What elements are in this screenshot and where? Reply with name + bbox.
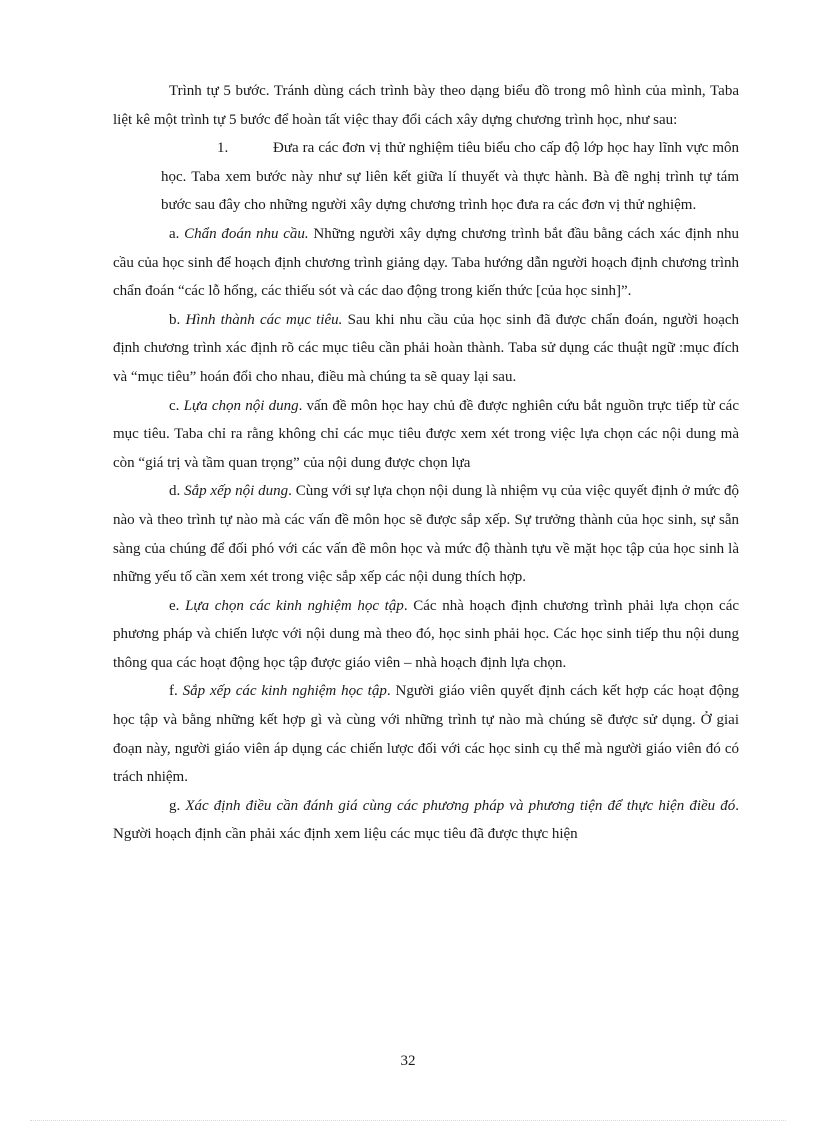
- item-g-text: . Người hoạch định cần phải xác định xem liệu các mục tiêu đã được thực hiện: [113, 797, 740, 843]
- step-1-text: Đưa ra các đơn vị thử nghiệm tiêu biểu cho cấp độ lớp học hay lĩnh vực môn học. Taba xem bước này như sự liên kết giữa lí thuyết và thực hành. Bà đề nghị trình tự tám bước sau đây cho những người xây dựng chương trình học đưa ra các đơn vị thử nghiệm.: [161, 140, 739, 214]
- item-d-text: . Cùng với sự lựa chọn nội dung là nhiệm vụ của việc quyết định ở mức độ nào và theo trình tự nào mà các vấn đề môn học sẽ được sắp xếp. Sự trưởng thành của học sinh, sự sẵn sàng của chúng để đối phó với các vấn đề môn học và mức độ thành tựu về mặt học tập của học sinh là những yếu tố cần xem xét trong việc sắp xếp các nội dung thích hợp.: [113, 483, 740, 586]
- step-1-number: 1.: [217, 140, 229, 157]
- item-f-text: . Người giáo viên quyết định cách kết hợp các hoạt động học tập và bằng những kết hợp gì và cùng với những trình tự nào mà chúng sẽ được sử dụng. Ở giai đoạn này, người giáo viên áp dụng các chiến lược đối với các học sinh cụ thể mà người giáo viên đó có trách nhiệm.: [113, 683, 740, 786]
- document-body: [113, 77, 739, 849]
- item-a-heading: Chẩn đoán nhu cầu.: [184, 225, 309, 242]
- item-c-paragraph: [113, 392, 739, 478]
- item-d-label: d.: [169, 483, 181, 500]
- item-c-label: c.: [169, 397, 180, 414]
- item-g-paragraph: [113, 792, 739, 849]
- item-b-paragraph: [113, 306, 739, 392]
- item-b-label: b.: [169, 311, 181, 328]
- item-a-text: Những người xây dựng chương trình bắt đầu bằng cách xác định nhu cầu của học sinh để hoạch định chương trình giảng dạy. Taba hướng dẫn người hoạch định chương trình chẩn đoán “các lỗ hổng, các thiếu sót và các dao động trong kiến thức [của học sinh]”.: [113, 225, 740, 300]
- item-e-text: . Các nhà hoạch định chương trình phải lựa chọn các phương pháp và chiến lược với nội dung mà theo đó, học sinh phải học. Các học sinh tiếp thu nội dung thông qua các hoạt động học tập được giáo viên – nhà hoạch định lựa chọn.: [113, 597, 740, 671]
- item-d-heading: Sắp xếp nội dung: [184, 483, 289, 500]
- item-c-text: . vấn đề môn học hay chủ đề được nghiên cứu bắt nguồn trực tiếp từ các mục tiêu. Taba chỉ ra rằng không chỉ các mục tiêu được xem xét trong việc lựa chọn các nội dung mà còn “giá trị và tầm quan trọng” của nội dung được chọn lựa: [113, 397, 739, 471]
- item-f-label: f.: [169, 683, 178, 700]
- item-d-paragraph: [113, 477, 739, 591]
- item-a-paragraph: [113, 220, 739, 306]
- item-g-label: g.: [169, 797, 181, 814]
- item-a-label: a.: [169, 225, 180, 242]
- item-f-paragraph: [113, 677, 739, 791]
- item-e-paragraph: [113, 592, 739, 678]
- item-e-heading: Lựa chọn các kinh nghiệm học tập: [185, 597, 404, 614]
- item-f-heading: Sắp xếp các kinh nghiệm học tập: [182, 683, 387, 700]
- page-bottom-divider: [30, 1120, 786, 1121]
- item-g-heading: Xác định điều cần đánh giá cùng các phương pháp và phương tiện để thực hiện điều đó: [185, 797, 736, 814]
- item-b-heading: Hình thành các mục tiêu.: [185, 311, 343, 328]
- page-number: 32: [400, 1053, 416, 1069]
- intro-paragraph: Trình tự 5 bước. Tránh dùng cách trình bày theo dạng biểu đồ trong mô hình của mình, Taba liệt kê một trình tự 5 bước để hoàn tất việc thay đổi cách xây dựng chương trình học, như sau:: [113, 83, 739, 128]
- item-c-heading: Lựa chọn nội dung: [183, 397, 299, 414]
- item-b-text: Sau khi nhu cầu của học sinh đã được chẩn đoán, người hoạch định chương trình xác định rõ các mục tiêu cần phải hoàn thành. Taba sử dụng các thuật ngữ :mục đích và “mục tiêu” hoán đổi cho nhau, điều mà chúng ta sẽ quay lại sau.: [113, 311, 740, 385]
- step-1-paragraph: [161, 134, 739, 220]
- item-e-label: e.: [169, 597, 180, 614]
